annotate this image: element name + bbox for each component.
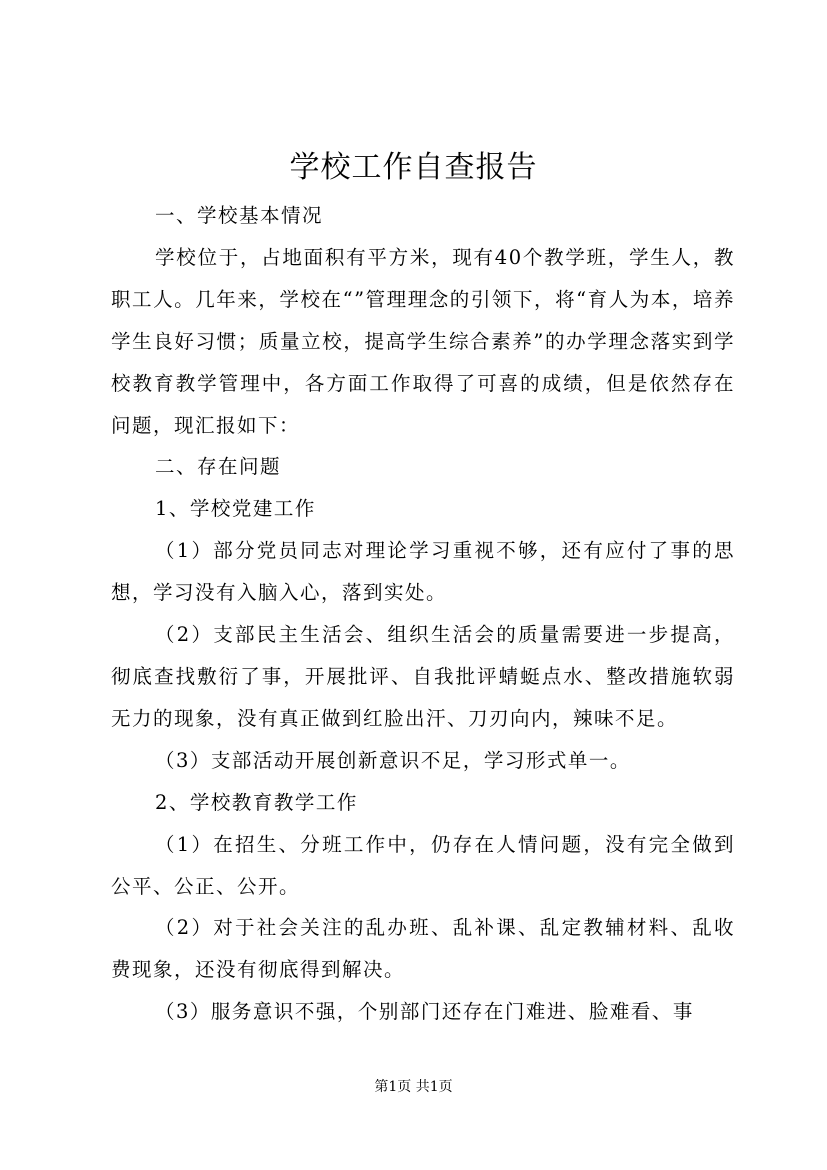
paragraph-teaching-item-1: （1）在招生、分班工作中，仍存在人情问题，没有完全做到公平、公正、公开。 [111, 832, 735, 898]
subsection-heading-teaching: 2、学校教育教学工作 [155, 790, 358, 814]
paragraph-party-item-1: （1）部分党员同志对理论学习重视不够，还有应付了事的思想，学习没有入脑入心，落到实处。 [111, 539, 735, 605]
paragraph-teaching-item-2: （2）对于社会关注的乱办班、乱补课、乱定教辅材料、乱收费现象，还没有彻底得到解决。 [111, 916, 735, 982]
document-title: 学校工作自查报告 [289, 150, 538, 185]
paragraph-party-item-2: （2）支部民主生活会、组织生活会的质量需要进一步提高，彻底查找敷衍了事，开展批评、自我批评蜻蜓点水、整改措施软弱无力的现象，没有真正做到红脸出汗、刀刃向内，辣味不足。 [111, 623, 735, 730]
paragraph-school-overview: 学校位于，占地面积有平方米，现有40个教学班，学生人，教职工人。几年来，学校在“”管理理念的引领下，将“育人为本，培养学生良好习惯；质量立校，提高学生综合素养”的办学理念落实到学校教育教学管理中，各方面工作取得了可喜的成绩，但是依然存在问题，现汇报如下： [111, 245, 735, 437]
paragraph-teaching-item-3: （3）服务意识不强，个别部门还存在门难进、脸难看、事 [155, 1000, 694, 1024]
paragraph-party-item-3: （3）支部活动开展创新意识不足，学习形式单一。 [155, 748, 631, 772]
document-body [111, 195, 735, 1033]
section-heading-basic-info: 一、学校基本情况 [155, 204, 324, 227]
section-heading-problems: 二、存在问题 [155, 455, 282, 479]
subsection-heading-party-building: 1、学校党建工作 [155, 497, 316, 521]
page-number-footer: 第1页 共1页 [374, 1079, 453, 1095]
